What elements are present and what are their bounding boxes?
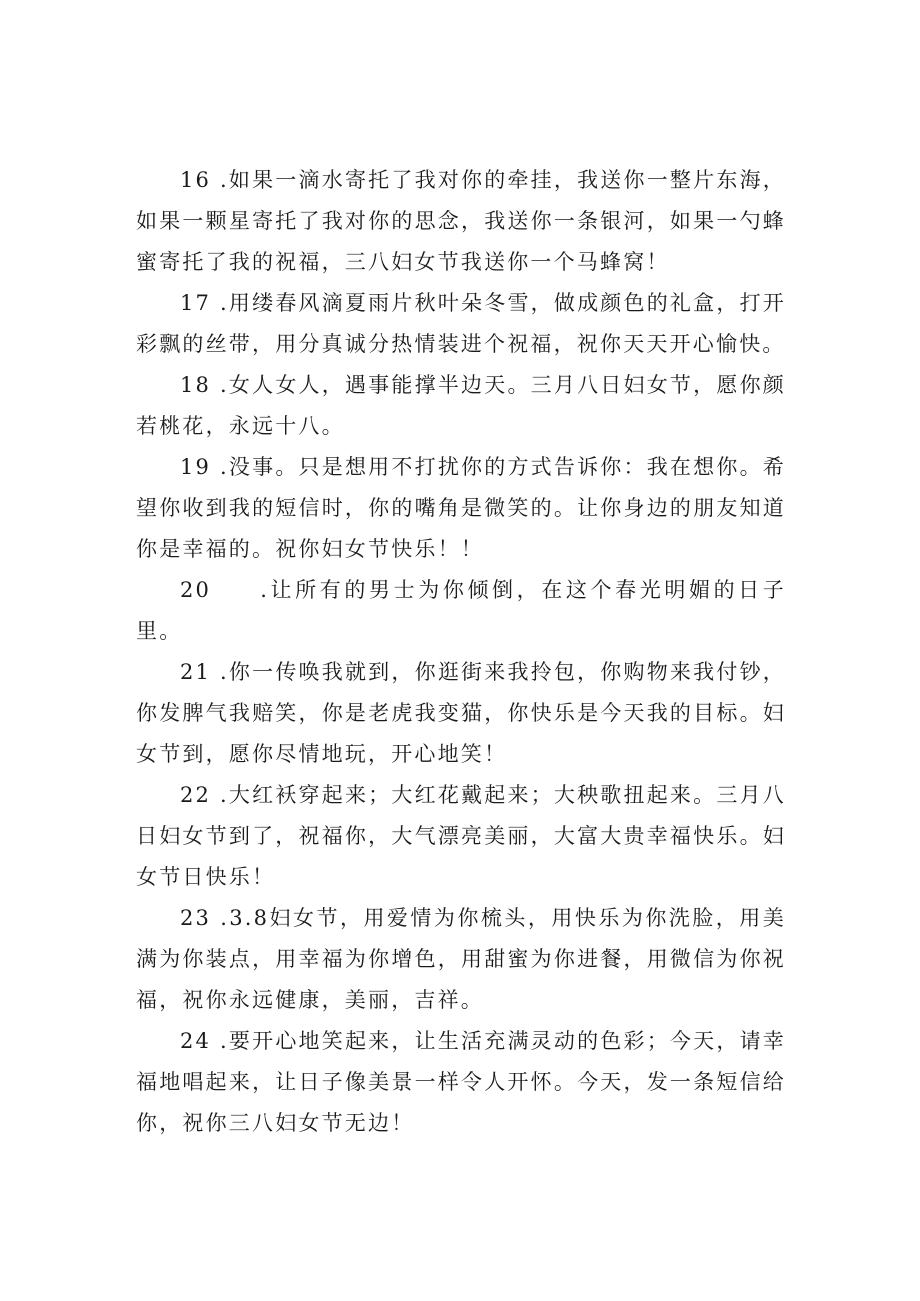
list-item: [136, 1021, 786, 1144]
list-item: [136, 652, 786, 775]
document-body: [136, 160, 786, 1144]
item-number: 16: [180, 168, 212, 192]
item-number: 19: [180, 455, 212, 479]
list-item: [136, 160, 786, 283]
item-text: 如果一滴水寄托了我对你的牵挂，我送你一整片东海，如果一颗星寄托了我对你的思念，我送你一条银河，如果一勺蜂蜜寄托了我的祝福，三八妇女节我送你一个马蜂窝！: [136, 168, 786, 274]
item-separator: .: [260, 578, 270, 602]
list-item: [136, 447, 786, 570]
list-item: [136, 570, 786, 652]
item-separator: .: [220, 373, 229, 397]
item-text: 用缕春风滴夏雨片秋叶朵冬雪，做成颜色的礼盒，打开彩飘的丝带，用分真诚分热情装进个祝福，祝你天天开心愉快。: [136, 291, 786, 356]
item-text: 大红袄穿起来；大红花戴起来；大秧歌扭起来。三月八日妇女节到了，祝福你，大气漂亮美丽，大富大贵幸福快乐。妇女节日快乐！: [136, 783, 786, 889]
item-separator: .: [220, 168, 229, 192]
item-separator: .: [220, 783, 229, 807]
item-text: 让所有的男士为你倾倒，在这个春光明媚的日子里。: [136, 578, 786, 643]
item-text: 3.8妇女节，用爱情为你梳头，用快乐为你洗脸，用美满为你装点，用幸福为你增色，用甜蜜为你进餐，用微信为你祝福，祝你永远健康，美丽，吉祥。: [136, 906, 786, 1012]
list-item: [136, 775, 786, 898]
item-text: 女人女人，遇事能撑半边天。三月八日妇女节，愿你颜若桃花，永远十八。: [136, 373, 786, 438]
list-item: [136, 283, 786, 365]
item-number: 20: [180, 578, 212, 602]
item-number: 21: [180, 660, 212, 684]
item-number: 17: [180, 291, 212, 315]
item-number: 22: [180, 783, 212, 807]
item-text: 你一传唤我就到，你逛街来我拎包，你购物来我付钞，你发脾气我赔笑，你是老虎我变猫，你快乐是今天我的目标。妇女节到，愿你尽情地玩，开心地笑！: [136, 660, 786, 766]
item-number: 24: [180, 1029, 212, 1053]
item-separator: .: [220, 660, 229, 684]
item-separator: .: [220, 455, 229, 479]
list-item: [136, 365, 786, 447]
list-item: [136, 898, 786, 1021]
item-separator: .: [220, 1029, 229, 1053]
item-separator: .: [220, 291, 229, 315]
item-number: 18: [180, 373, 212, 397]
item-text: 要开心地笑起来，让生活充满灵动的色彩；今天，请幸福地唱起来，让日子像美景一样令人开怀。今天，发一条短信给你，祝你三八妇女节无边！: [136, 1029, 786, 1135]
item-text: 没事。只是想用不打扰你的方式告诉你：我在想你。希望你收到我的短信时，你的嘴角是微笑的。让你身边的朋友知道你是幸福的。祝你妇女节快乐！！: [136, 455, 786, 561]
item-separator: .: [220, 906, 230, 930]
item-number: 23: [180, 906, 212, 930]
